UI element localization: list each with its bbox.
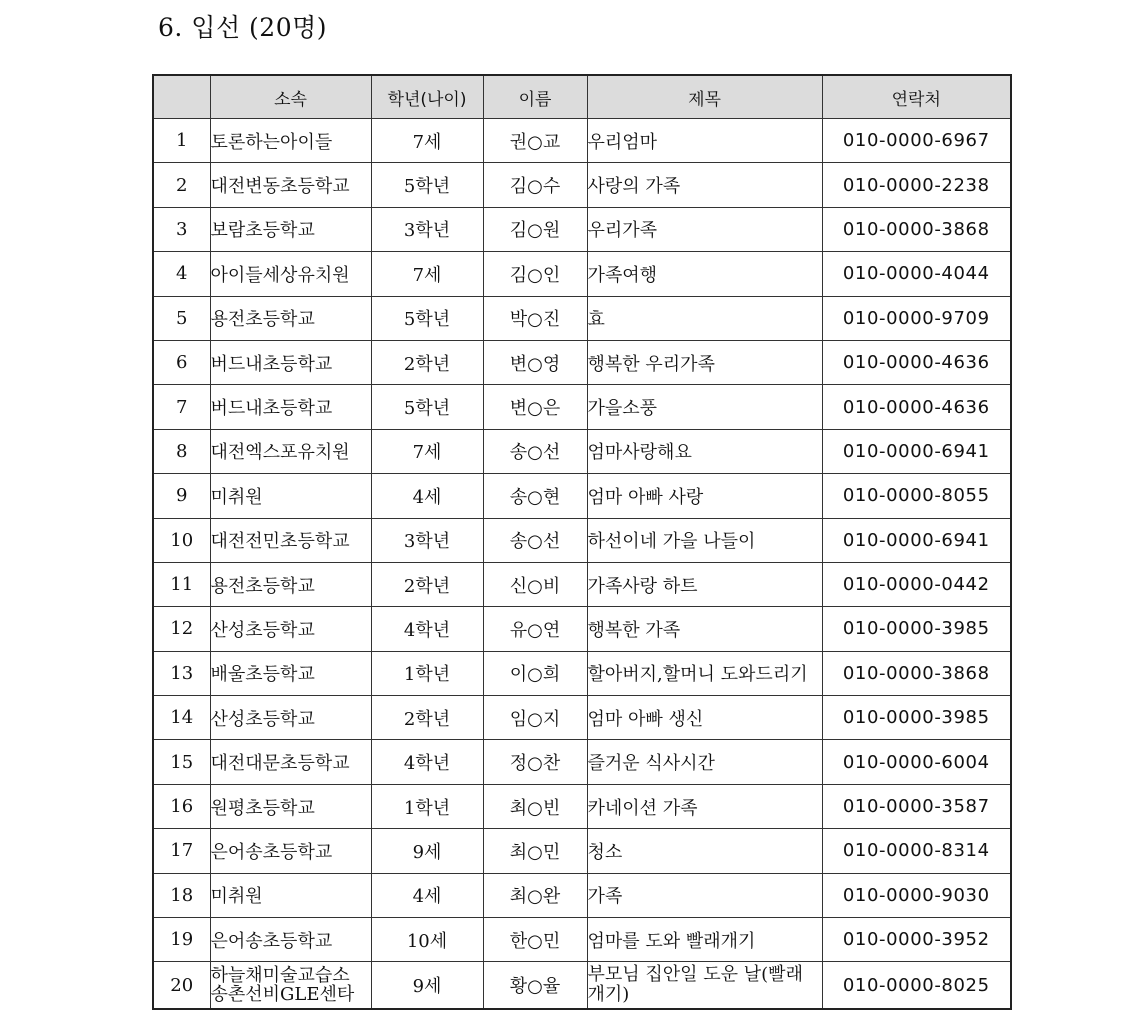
cell-affiliation: 은어송초등학교 xyxy=(210,918,371,962)
cell-grade: 2학년 xyxy=(371,340,483,384)
table-header-row xyxy=(153,75,1011,119)
cell-title: 카네이션 가족 xyxy=(587,784,822,828)
cell-grade: 1학년 xyxy=(371,784,483,828)
cell-title: 즐거운 식사시간 xyxy=(587,740,822,784)
cell-number: 7 xyxy=(153,385,210,429)
cell-affiliation: 산성초등학교 xyxy=(210,607,371,651)
cell-grade: 7세 xyxy=(371,119,483,163)
cell-title-line1: 부모님 집안일 도운 날(빨래 xyxy=(587,964,803,986)
cell-title: 가족 xyxy=(587,873,822,917)
cell-grade: 1학년 xyxy=(371,651,483,695)
cell-name: 최○민 xyxy=(483,829,587,873)
table-row xyxy=(153,474,1011,518)
cell-title: 우리가족 xyxy=(587,207,822,251)
cell-name: 변○은 xyxy=(483,385,587,429)
cell-grade: 5학년 xyxy=(371,296,483,340)
cell-affiliation: 대전엑스포유치원 xyxy=(210,429,371,473)
cell-affiliation: 은어송초등학교 xyxy=(210,829,371,873)
cell-grade: 2학년 xyxy=(371,562,483,606)
cell-affiliation: 미취원 xyxy=(210,873,371,917)
cell-contact: 010-0000-6941 xyxy=(822,518,1011,562)
cell-number: 2 xyxy=(153,163,210,207)
cell-number: 20 xyxy=(153,962,210,1010)
cell-title: 행복한 가족 xyxy=(587,607,822,651)
cell-contact: 010-0000-3952 xyxy=(822,918,1011,962)
cell-name: 최○빈 xyxy=(483,784,587,828)
cell-affiliation: 아이들세상유치원 xyxy=(210,252,371,296)
cell-affiliation: 산성초등학교 xyxy=(210,696,371,740)
cell-contact: 010-0000-6967 xyxy=(822,119,1011,163)
cell-number: 5 xyxy=(153,296,210,340)
cell-number: 16 xyxy=(153,784,210,828)
cell-name: 김○수 xyxy=(483,163,587,207)
cell-number: 9 xyxy=(153,474,210,518)
table-row xyxy=(153,829,1011,873)
table-row xyxy=(153,696,1011,740)
cell-affiliation: 대전대문초등학교 xyxy=(210,740,371,784)
cell-number: 17 xyxy=(153,829,210,873)
table-row xyxy=(153,163,1011,207)
cell-title: 청소 xyxy=(587,829,822,873)
cell-affiliation: 보람초등학교 xyxy=(210,207,371,251)
cell-contact: 010-0000-8314 xyxy=(822,829,1011,873)
cell-affiliation-line2: 송촌선비GLE센타 xyxy=(210,984,355,1006)
cell-contact: 010-0000-9709 xyxy=(822,296,1011,340)
cell-number: 18 xyxy=(153,873,210,917)
cell-name: 최○완 xyxy=(483,873,587,917)
table-row xyxy=(153,296,1011,340)
table-row xyxy=(153,651,1011,695)
table-row xyxy=(153,918,1011,962)
cell-grade: 5학년 xyxy=(371,385,483,429)
table-row xyxy=(153,119,1011,163)
cell-name: 임○지 xyxy=(483,696,587,740)
cell-title: 가을소풍 xyxy=(587,385,822,429)
header-name: 이름 xyxy=(483,75,587,119)
cell-affiliation: 대전변동초등학교 xyxy=(210,163,371,207)
cell-name: 송○선 xyxy=(483,429,587,473)
cell-affiliation: 토론하는아이들 xyxy=(210,119,371,163)
cell-grade: 7세 xyxy=(371,429,483,473)
cell-title: 효 xyxy=(587,296,822,340)
cell-number: 1 xyxy=(153,119,210,163)
cell-contact: 010-0000-6941 xyxy=(822,429,1011,473)
cell-grade: 3학년 xyxy=(371,207,483,251)
table-row-last xyxy=(153,962,1011,1010)
header-affiliation: 소속 xyxy=(210,75,371,119)
cell-name: 신○비 xyxy=(483,562,587,606)
cell-grade: 2학년 xyxy=(371,696,483,740)
cell-title: 하선이네 가을 나들이 xyxy=(587,518,822,562)
cell-title: 가족여행 xyxy=(587,252,822,296)
cell-number: 10 xyxy=(153,518,210,562)
table-row xyxy=(153,518,1011,562)
cell-affiliation: 배울초등학교 xyxy=(210,651,371,695)
cell-grade: 3학년 xyxy=(371,518,483,562)
cell-contact: 010-0000-4044 xyxy=(822,252,1011,296)
table-row xyxy=(153,562,1011,606)
section-title: 6. 입선 (20명) xyxy=(158,13,328,42)
cell-grade: 5학년 xyxy=(371,163,483,207)
cell-number: 3 xyxy=(153,207,210,251)
cell-contact: 010-0000-8025 xyxy=(822,962,1011,1010)
cell-grade: 4학년 xyxy=(371,740,483,784)
cell-affiliation-line1: 하늘채미술교습소 xyxy=(210,965,350,987)
cell-number: 19 xyxy=(153,918,210,962)
cell-contact: 010-0000-3868 xyxy=(822,207,1011,251)
cell-contact: 010-0000-3985 xyxy=(822,607,1011,651)
cell-name: 유○연 xyxy=(483,607,587,651)
cell-contact: 010-0000-0442 xyxy=(822,562,1011,606)
cell-contact: 010-0000-3868 xyxy=(822,651,1011,695)
cell-number: 15 xyxy=(153,740,210,784)
cell-title: 가족사랑 하트 xyxy=(587,562,822,606)
cell-number: 12 xyxy=(153,607,210,651)
cell-name: 송○현 xyxy=(483,474,587,518)
cell-affiliation: 대전전민초등학교 xyxy=(210,518,371,562)
cell-affiliation: 버드내초등학교 xyxy=(210,385,371,429)
header-contact: 연락처 xyxy=(822,75,1011,119)
cell-grade: 10세 xyxy=(371,918,483,962)
cell-title: 우리엄마 xyxy=(587,119,822,163)
cell-affiliation xyxy=(210,962,371,1010)
cell-name: 변○영 xyxy=(483,340,587,384)
cell-title: 엄마사랑해요 xyxy=(587,429,822,473)
cell-number: 4 xyxy=(153,252,210,296)
cell-name: 이○희 xyxy=(483,651,587,695)
cell-name: 송○선 xyxy=(483,518,587,562)
cell-affiliation: 버드내초등학교 xyxy=(210,340,371,384)
header-grade-age: 학년(나이) xyxy=(371,75,483,119)
header-title: 제목 xyxy=(587,75,822,119)
cell-name: 김○원 xyxy=(483,207,587,251)
table-row xyxy=(153,607,1011,651)
cell-affiliation: 용전초등학교 xyxy=(210,562,371,606)
cell-affiliation: 용전초등학교 xyxy=(210,296,371,340)
cell-title: 엄마를 도와 빨래개기 xyxy=(587,918,822,962)
award-table xyxy=(152,74,1012,1010)
cell-contact: 010-0000-3587 xyxy=(822,784,1011,828)
cell-number: 14 xyxy=(153,696,210,740)
cell-contact: 010-0000-6004 xyxy=(822,740,1011,784)
cell-affiliation: 미취원 xyxy=(210,474,371,518)
table-row xyxy=(153,784,1011,828)
cell-grade: 9세 xyxy=(371,829,483,873)
cell-contact: 010-0000-2238 xyxy=(822,163,1011,207)
cell-title: 행복한 우리가족 xyxy=(587,340,822,384)
cell-name: 정○찬 xyxy=(483,740,587,784)
cell-number: 13 xyxy=(153,651,210,695)
cell-number: 6 xyxy=(153,340,210,384)
cell-contact: 010-0000-9030 xyxy=(822,873,1011,917)
cell-contact: 010-0000-8055 xyxy=(822,474,1011,518)
table-row xyxy=(153,252,1011,296)
table-row xyxy=(153,740,1011,784)
cell-title: 할아버지,할머니 도와드리기 xyxy=(587,651,822,695)
cell-title: 엄마 아빠 사랑 xyxy=(587,474,822,518)
table-row xyxy=(153,429,1011,473)
cell-grade: 4세 xyxy=(371,873,483,917)
table-row xyxy=(153,207,1011,251)
cell-affiliation: 원평초등학교 xyxy=(210,784,371,828)
cell-number: 11 xyxy=(153,562,210,606)
cell-grade: 4학년 xyxy=(371,607,483,651)
table-row xyxy=(153,340,1011,384)
cell-grade: 7세 xyxy=(371,252,483,296)
cell-name: 박○진 xyxy=(483,296,587,340)
table-body xyxy=(153,119,1011,1010)
cell-contact: 010-0000-4636 xyxy=(822,340,1011,384)
header-number xyxy=(153,75,210,119)
cell-name: 황○율 xyxy=(483,962,587,1010)
cell-grade: 9세 xyxy=(371,962,483,1010)
cell-title-line2: 개기) xyxy=(587,984,630,1006)
cell-title: 엄마 아빠 생신 xyxy=(587,696,822,740)
table-row xyxy=(153,385,1011,429)
cell-contact: 010-0000-4636 xyxy=(822,385,1011,429)
cell-title: 사랑의 가족 xyxy=(587,163,822,207)
cell-name: 김○인 xyxy=(483,252,587,296)
cell-title xyxy=(587,962,822,1010)
cell-name: 권○교 xyxy=(483,119,587,163)
cell-name: 한○민 xyxy=(483,918,587,962)
cell-number: 8 xyxy=(153,429,210,473)
cell-grade: 4세 xyxy=(371,474,483,518)
table-row xyxy=(153,873,1011,917)
cell-contact: 010-0000-3985 xyxy=(822,696,1011,740)
